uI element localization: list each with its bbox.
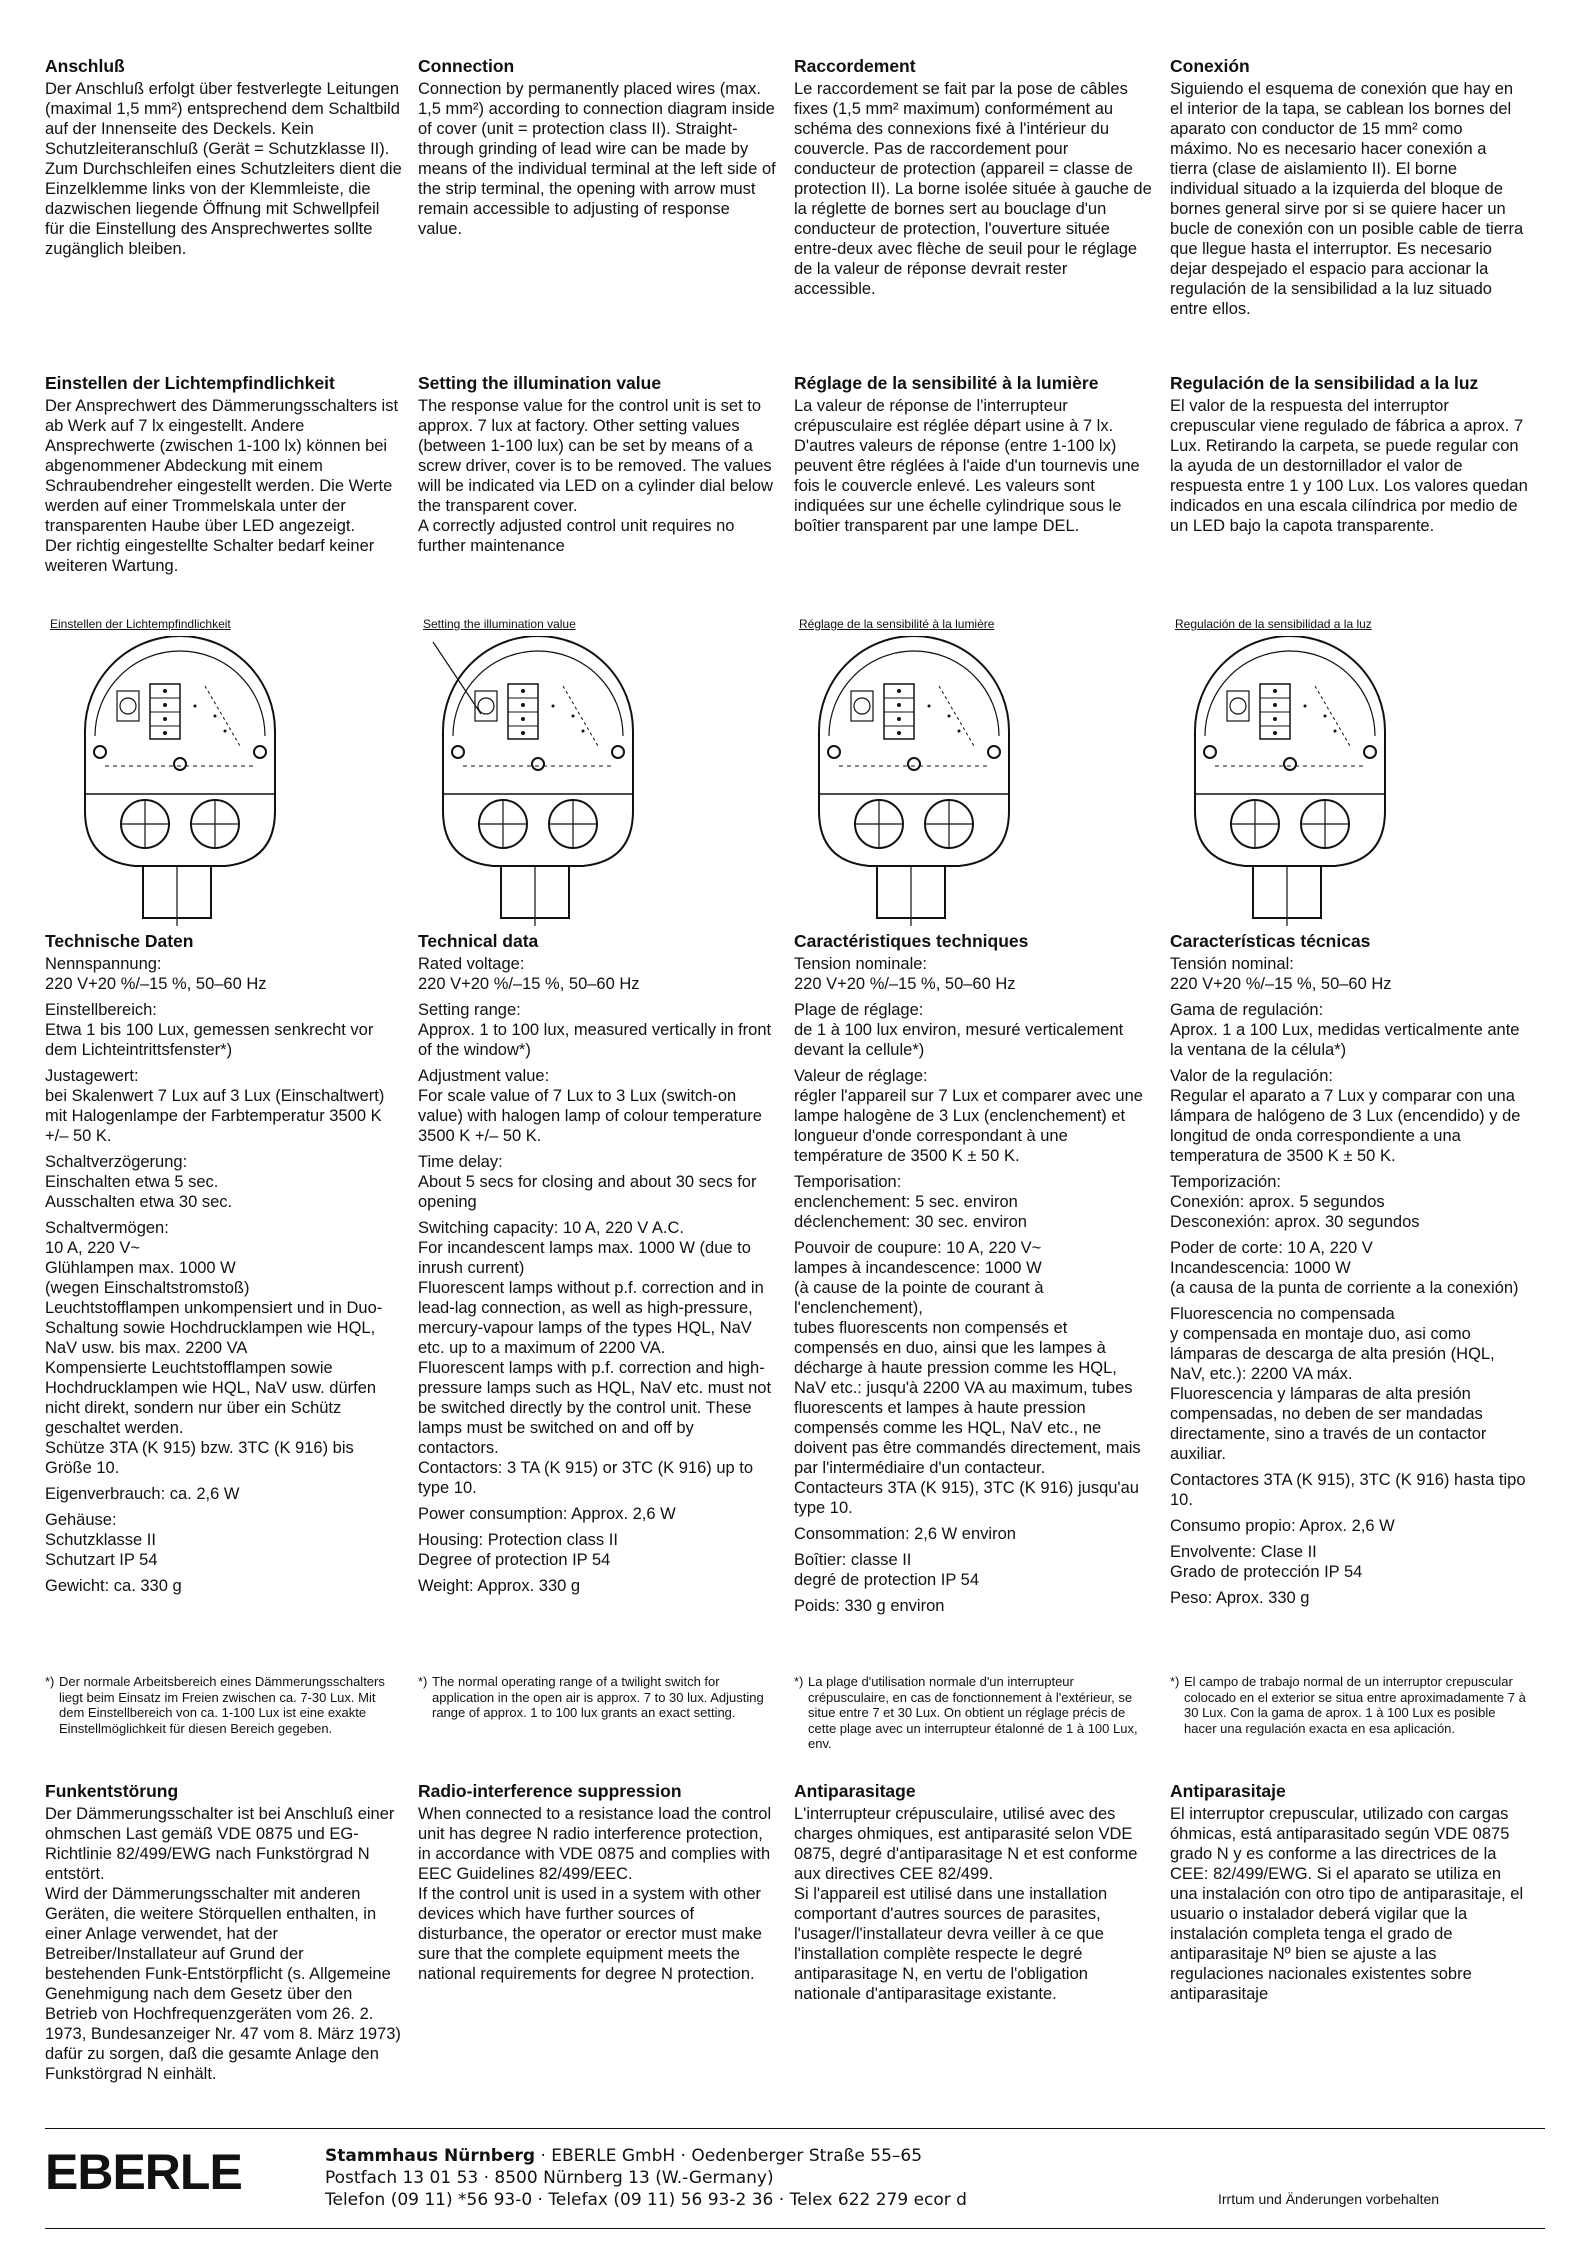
setting-heading: Réglage de la sensibilité à la lumière [794, 373, 1099, 393]
footnote [418, 1674, 776, 1721]
radio-heading: Radio-interference suppression [418, 1781, 682, 1801]
language-column-0 [45, 0, 403, 2120]
setting-text: Der Ansprechwert des Dämmerungsschalters ist ab Werk auf 7 lx eingestellt. Andere Ansprechwerte (zwischen 1-100 lx) können bei abgenommener Abdeckung mit einem Schraubendreher eingestellt werden. Die Werte werden auf einer Trommelskala unter der transparenten Haube über LED angezeigt. Der richtig eingestellte Schalter bedarf keiner weiteren Wartung. [45, 397, 399, 575]
tech-item: Consumo propio: Aprox. 2,6 W [1170, 1517, 1395, 1535]
company-postbox: Postfach 13 01 53 · 8500 Nürnberg 13 (W.-Germany) [325, 2168, 774, 2188]
setting-section [45, 372, 403, 576]
radio-heading: Funkentstörung [45, 1781, 179, 1801]
connection-text: Siguiendo el esquema de conexión que hay en el interior de la tapa, se cablean los bornes del aparato con conductor de 15 mm² como máximo. No es necesario hacer conexión a tierra (clase de aislamiento II). El borne individual situado a la izquierda del bloque de bornes general sirve por si se quiere hacer un bucle de conexión con un posible cable de tierra que llegue hasta el interruptor. Es necesario dejar despejado el espacio para accionar la regulación de la sensibilidad a la luz situado entre ellos. [1170, 80, 1524, 318]
tech-item: Peso: Aprox. 330 g [1170, 1589, 1310, 1607]
twilight-switch-drawing [1175, 636, 1405, 926]
tech-item: Justagewert: bei Skalenwert 7 Lux auf 3 Lux (Einschaltwert) mit Halogenlampe der Farbtemperatur 3500 K +/– 50 K. [45, 1067, 385, 1145]
setting-section [418, 372, 776, 556]
footnote-mark: *) [1170, 1674, 1180, 1689]
figure-caption: Regulación de la sensibilidad a la luz [1175, 617, 1372, 631]
tech-item: Consommation: 2,6 W environ [794, 1525, 1016, 1543]
device-figure [1175, 636, 1405, 926]
setting-heading: Regulación de la sensibilidad a la luz [1170, 373, 1479, 393]
tech-heading: Technische Daten [45, 931, 194, 951]
radio-text: When connected to a resistance load the control unit has degree N radio interference protection, in accordance with VDE 0875 and complies with EEC Guidelines 82/499/EEC. If the control unit is used in a system with other devices which have further sources of disturbance, the operator or erector must make sure that the complete equipment meets the national requirements for degree N protection. [418, 1805, 772, 1983]
setting-heading: Setting the illumination value [418, 373, 662, 393]
tech-item: Nennspannung: 220 V+20 %/–15 %, 50–60 Hz [45, 955, 267, 993]
company-name-street: · EBERLE GmbH · Oedenberger Straße 55–65 [535, 2146, 923, 2166]
tech-item: Contactores 3TA (K 915), 3TC (K 916) hasta tipo 10. [1170, 1471, 1526, 1509]
disclaimer: Irrtum und Änderungen vorbehalten [1218, 2191, 1440, 2207]
tech-item: Fluorescencia no compensada y compensada en montaje duo, asi como lámparas de descarga de alta presión (HQL, NaV, etc.): 2200 VA máx. Fluorescencia y lámparas de alta presión compensadas, no deben de ser mandadas directamente, sino a través de un contactor auxiliar. [1170, 1305, 1495, 1463]
tech-section [45, 930, 403, 1602]
language-column-2 [794, 0, 1152, 2120]
radio-section [418, 1780, 776, 1984]
footer-rule-top [45, 2128, 1545, 2129]
language-column-1 [418, 0, 776, 2120]
tech-item: Housing: Protection class II Degree of protection IP 54 [418, 1531, 618, 1569]
footnote-text: El campo de trabajo normal de un interruptor crepuscular colocado en el exterior se situa entre aproximadamente 7 à 30 Lux. Con la gama de aprox. 1 à 100 Lux es posible hacer una regulación exacta en esa aplicación. [1184, 1674, 1526, 1736]
device-figure [65, 636, 295, 926]
device-figure [423, 636, 653, 926]
radio-text: El interruptor crepuscular, utilizado con cargas óhmicas, está antiparasitado según VDE 0875 grado N y es conforme a las directrices de la CEE: 82/499/EWG. Si el aparato se utiliza en una instalación con otro tipo de antiparasitaje, el usuario o instalador deberá vigilar que la instalación completa tenga el grado de antiparasitaje Nº bien se ajuste a las regulaciones nacionales existentes sobre antiparasitaje [1170, 1805, 1524, 2003]
company-head-office: Stammhaus Nürnberg [325, 2146, 536, 2166]
radio-text: L'interrupteur crépusculaire, utilisé avec des charges ohmiques, est antiparasité selon VDE 0875, degré d'antiparasitage N et est conforme aux directives CEE 82/499. Si l'appareil est utilisé dans une installation comportant d'autres sources de parasites, l'usager/l'installateur devra veiller à ce que l'installation complète respecte le degré antiparasitage N, en vertu de l'obligation nationale d'antiparasitage existante. [794, 1805, 1138, 2003]
tech-item: Schaltvermögen: 10 A, 220 V~ Glühlampen max. 1000 W (wegen Einschaltstromstoß) Leuchtstofflampen unkompensiert und in Duo-Schaltung sowie Hochdrucklampen wie HQL, NaV usw. bis max. 2200 VA Kompensierte Leuchtstofflampen sowie Hochdrucklampen wie HQL, NaV usw. dürfen nicht direkt, sondern nur über ein Schütz geschaltet werden. Schütze 3TA (K 915) bzw. 3TC (K 916) bis Größe 10. [45, 1219, 383, 1477]
connection-section [418, 55, 776, 239]
tech-item: Setting range: Approx. 1 to 100 lux, measured vertically in front of the window*) [418, 1001, 772, 1059]
radio-heading: Antiparasitaje [1170, 1781, 1286, 1801]
tech-item: Temporisation: enclenchement: 5 sec. environ déclenchement: 30 sec. environ [794, 1173, 1027, 1231]
radio-section [794, 1780, 1152, 2004]
setting-text: La valeur de réponse de l'interrupteur crépusculaire est réglée départ usine à 7 lx. D'autres valeurs de réponse (entre 1-100 lx) peuvent être réglées à l'aide d'un tournevis une fois le couvercle enlevé. Les valeurs sont indiquées sur une échelle cylindrique sous le boîtier transparent par une lampe DEL. [794, 397, 1140, 535]
language-column-3 [1170, 0, 1528, 2120]
company-phone: Telefon (09 11) *56 93-0 · Telefax (09 11) 56 93-2 36 · Telex 622 279 ecor d [325, 2190, 967, 2210]
footnote-mark: *) [418, 1674, 428, 1689]
tech-item: Rated voltage: 220 V+20 %/–15 %, 50–60 Hz [418, 955, 640, 993]
figure-caption: Setting the illumination value [423, 617, 576, 631]
tech-item: Weight: Approx. 330 g [418, 1577, 581, 1595]
tech-item: Power consumption: Approx. 2,6 W [418, 1505, 676, 1523]
tech-item: Time delay: About 5 secs for closing and about 30 secs for opening [418, 1153, 757, 1211]
connection-heading: Raccordement [794, 56, 916, 76]
tech-item: Plage de réglage: de 1 à 100 lux environ, mesuré verticalement devant la cellule*) [794, 1001, 1124, 1059]
radio-section [1170, 1780, 1528, 2004]
footnote-mark: *) [794, 1674, 804, 1689]
connection-heading: Anschluß [45, 56, 125, 76]
tech-item: Temporización: Conexión: aprox. 5 segundos Desconexión: aprox. 30 segundos [1170, 1173, 1420, 1231]
tech-item: Gewicht: ca. 330 g [45, 1577, 182, 1595]
tech-item: Valeur de réglage: régler l'appareil sur 7 Lux et comparer avec une lampe halogène de 3 Lux (enclenchement) et longueur d'onde correspondant à une température de 3500 K ± 50 K. [794, 1067, 1143, 1165]
tech-item: Adjustment value: For scale value of 7 Lux to 3 Lux (switch-on value) with halogen lamp of colour temperature 3500 K +/– 50 K. [418, 1067, 762, 1145]
setting-heading: Einstellen der Lichtempfindlichkeit [45, 373, 335, 393]
connection-heading: Conexión [1170, 56, 1250, 76]
tech-heading: Caractéristiques techniques [794, 931, 1029, 951]
tech-item: Envolvente: Clase II Grado de protección IP 54 [1170, 1543, 1363, 1581]
device-figure [799, 636, 1029, 926]
company-address [325, 2145, 967, 2211]
connection-heading: Connection [418, 56, 515, 76]
tech-item: Valor de la regulación: Regular el aparato a 7 Lux y comparar con una lámpara de halógeno de 3 Lux (encendido) y de longitud de onda correspondiente a una temperatura de 3500 K ± 50 K. [1170, 1067, 1521, 1165]
radio-section [45, 1780, 403, 2084]
tech-item: Eigenverbrauch: ca. 2,6 W [45, 1485, 240, 1503]
tech-item: Gehäuse: Schutzklasse II Schutzart IP 54 [45, 1511, 158, 1569]
tech-item: Schaltverzögerung: Einschalten etwa 5 sec. Ausschalten etwa 30 sec. [45, 1153, 233, 1211]
connection-section [1170, 55, 1528, 319]
tech-section [1170, 930, 1528, 1614]
tech-item: Boîtier: classe II degré de protection IP 54 [794, 1551, 979, 1589]
tech-section [794, 930, 1152, 1622]
figure-caption: Einstellen der Lichtempfindlichkeit [50, 617, 231, 631]
eberle-logo: EBERLE [45, 2144, 242, 2200]
setting-section [1170, 372, 1528, 536]
radio-heading: Antiparasitage [794, 1781, 916, 1801]
connection-section [794, 55, 1152, 299]
footnote [45, 1674, 403, 1736]
connection-section [45, 55, 403, 259]
setting-section [794, 372, 1152, 536]
connection-text: Connection by permanently placed wires (max. 1,5 mm²) according to connection diagram inside of cover (unit = protection class II). Straight-through grinding of lead wire can be made by means of the individual terminal at the left side of the strip terminal, the opening with arrow must remain accessible to adjusting of response value. [418, 80, 776, 238]
footnote [1170, 1674, 1528, 1736]
twilight-switch-drawing [65, 636, 295, 926]
tech-heading: Características técnicas [1170, 931, 1371, 951]
twilight-switch-drawing [423, 636, 653, 926]
radio-text: Der Dämmerungsschalter ist bei Anschluß einer ohmschen Last gemäß VDE 0875 und EG-Richtlinie 82/499/EWG nach Funkstörgrad N entstört. Wird der Dämmerungsschalter mit anderen Geräten, die weitere Störquellen enthalten, in einer Anlage verwendet, hat der Betreiber/Installateur auf Grund der bestehenden Funk-Entstörpflicht (s. Allgemeine Genehmigung nach dem Gesetz über den Betrieb von Hochfrequenzgeräten vom 26. 2. 1973, Bundesanzeiger Nr. 47 vom 8. März 1973) dafür zu sorgen, daß die gesamte Anlage den Funkstörgrad N einhält. [45, 1805, 401, 2083]
footer-rule-bottom [45, 2228, 1545, 2229]
tech-item: Poids: 330 g environ [794, 1597, 945, 1615]
tech-section [418, 930, 776, 1602]
setting-text: The response value for the control unit is set to approx. 7 lux at factory. Other setting values (between 1-100 lux) can be set by means of a screw driver, cover is to be removed. The values will be indicated via LED on a cylinder dial below the transparent cover. A correctly adjusted control unit requires no further maintenance [418, 397, 773, 555]
tech-item: Einstellbereich: Etwa 1 bis 100 Lux, gemessen senkrecht vor dem Lichteintrittsfenster*) [45, 1001, 374, 1059]
tech-item: Pouvoir de coupure: 10 A, 220 V~ lampes à incandescence: 1000 W (à cause de la pointe de courant à l'enclenchement), tubes fluorescents non compensés et compensés en duo, ainsi que les lampes à décharge à haute pression comme les HQL, NaV etc.: jusqu'à 2200 VA au maximum, tubes fluorescents et lampes à haute pression compensés comme les HQL, NaV etc., ne doivent pas être commandés directement, mais par l'intermédiaire d'un contacteur. Contacteurs 3TA (K 915), 3TC (K 916) jusqu'au type 10. [794, 1239, 1141, 1517]
connection-text: Le raccordement se fait par la pose de câbles fixes (1,5 mm² maximum) conformément au schéma des connexions fixé à l'intérieur du couvercle. Pas de raccordement pour conducteur de protection (appareil = classe de protection II). La borne isolée située à gauche de la réglette de bornes sert au bouclage d'un conducteur de protection, l'ouverture située entre-deux avec flèche de seuil pour le réglage de la valeur de réponse devrait rester accessible. [794, 80, 1152, 298]
connection-text: Der Anschluß erfolgt über festverlegte Leitungen (maximal 1,5 mm²) entsprechend dem Schaltbild auf der Innenseite des Deckels. Kein Schutzleiteranschluß (Gerät = Schutzklasse II). Zum Durchschleifen eines Schutzleiters dient die Einzelklemme links von der Klemmleiste, die dazwischen liegende Öffnung mit Schwellpfeil für die Einstellung des Ansprechwertes sollte zugänglich bleiben. [45, 80, 402, 258]
tech-item: Tension nominale: 220 V+20 %/–15 %, 50–60 Hz [794, 955, 1016, 993]
footnote-text: La plage d'utilisation normale d'un interrupteur crépusculaire, en cas de fonctionnement à l'extérieur, se situe entre 7 et 30 Lux. On obtient un réglage précis de cette plage avec un interrupteur étalonné de 1 à 100 Lux, env. [808, 1674, 1138, 1751]
tech-item: Poder de corte: 10 A, 220 V Incandescencia: 1000 W (a causa de la punta de corriente a la conexión) [1170, 1239, 1519, 1297]
figure-caption: Réglage de la sensibilité à la lumière [799, 617, 995, 631]
footnote [794, 1674, 1152, 1752]
twilight-switch-drawing [799, 636, 1029, 926]
tech-item: Tensión nominal: 220 V+20 %/–15 %, 50–60 Hz [1170, 955, 1392, 993]
tech-item: Switching capacity: 10 A, 220 V A.C. For incandescent lamps max. 1000 W (due to inrush current) Fluorescent lamps without p.f. correction and in lead-lag connection, as well as high-pressure, mercury-vapour lamps of the types HQL, NaV etc. up to a maximum of 2200 VA. Fluorescent lamps with p.f. correction and high-pressure lamps such as HQL, NaV etc. must not be switched directly by the control unit. These lamps must be switched on and off by contactors. Contactors: 3 TA (K 915) or 3TC (K 916) up to type 10. [418, 1219, 772, 1497]
footnote-text: Der normale Arbeitsbereich eines Dämmerungsschalters liegt beim Einsatz im Freien zwischen ca. 7-30 Lux. Mit dem Einstellbereich von ca. 1-100 Lux ist eine exakte Einstellmöglichkeit für diesen Bereich gegeben. [59, 1674, 385, 1736]
footnote-text: The normal operating range of a twilight switch for application in the open air is approx. 7 to 30 lux. Adjusting range of approx. 1 to 100 lux grants an exact setting. [432, 1674, 764, 1720]
tech-item: Gama de regulación: Aprox. 1 a 100 Lux, medidas verticalmente ante la ventana de la célula*) [1170, 1001, 1520, 1059]
footnote-mark: *) [45, 1674, 55, 1689]
tech-heading: Technical data [418, 931, 539, 951]
setting-text: El valor de la respuesta del interruptor crepuscular viene regulado de fábrica a aprox. 7 Lux. Retirando la carpeta, se puede regular con la ayuda de un destornillador el valor de respuesta entre 1 y 100 Lux. Los valores quedan indicados en una escala cilíndrica por medio de un LED bajo la capota transparente. [1170, 397, 1528, 535]
